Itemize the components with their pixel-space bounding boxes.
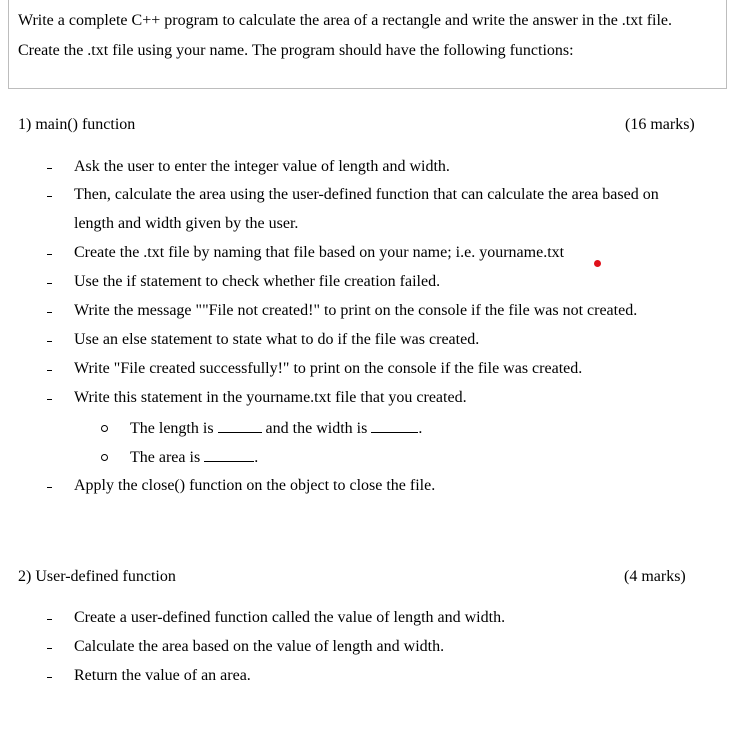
section2-bullet-3: Return the value of an area. — [74, 667, 251, 684]
bullet-dash — [47, 186, 53, 206]
sub-item-1-text-b: and the width is — [265, 420, 368, 437]
bullet-dash — [47, 389, 53, 409]
sub-bullet-circle — [101, 447, 109, 467]
sub-item-area — [130, 446, 258, 468]
section1-heading: 1) main() function — [18, 116, 136, 133]
sub-item-1-end: . — [418, 420, 423, 437]
bullet-dash — [47, 360, 53, 380]
section1-bullet-5: Write the message ""File not created!" to print on the console if the file was not created. — [74, 302, 638, 319]
bullet-dash — [47, 638, 53, 658]
bullet-dash — [47, 477, 53, 497]
bullet-dash — [47, 302, 53, 322]
bullet-dash — [47, 609, 53, 629]
section1-bullet-1: Ask the user to enter the integer value of length and width. — [74, 158, 450, 175]
section1-bullet-4: Use the if statement to check whether file creation failed. — [74, 273, 441, 290]
bullet-dash — [47, 331, 53, 351]
section1-marks: (16 marks) — [625, 116, 695, 133]
blank-line — [371, 417, 418, 433]
section2-bullet-1: Create a user-defined function called the value of length and width. — [74, 609, 506, 626]
intro-line-2: Create the .txt file using your name. The program should have the following functions: — [18, 42, 574, 59]
section1-bullet-7: Write "File created successfully!" to print on the console if the file was created. — [74, 360, 583, 377]
bullet-dash — [47, 273, 53, 293]
red-dot-marker — [594, 260, 601, 267]
section2-heading: 2) User-defined function — [18, 568, 176, 585]
section1-bullet-8: Write this statement in the yourname.txt file that you created. — [74, 389, 467, 406]
bullet-dash — [47, 158, 53, 178]
section2-marks: (4 marks) — [624, 568, 686, 585]
section1-bullet-2-line2: length and width given by the user. — [74, 215, 299, 232]
sub-item-1-text-a: The length is — [130, 420, 214, 437]
sub-bullet-circle — [101, 418, 109, 438]
blank-line — [204, 446, 254, 462]
bullet-dash — [47, 667, 53, 687]
section1-bullet-9: Apply the close() function on the object to close the file. — [74, 477, 436, 494]
section1-bullet-3: Create the .txt file by naming that file based on your name; i.e. yourname.txt — [74, 244, 565, 261]
sub-item-length-width — [130, 417, 422, 439]
section1-bullet-6: Use an else statement to state what to do if the file was created. — [74, 331, 480, 348]
section2-bullet-2: Calculate the area based on the value of length and width. — [74, 638, 445, 655]
sub-item-2-end: . — [254, 449, 259, 466]
intro-line-1: Write a complete C++ program to calculate the area of a rectangle and write the answer in the .txt file. — [18, 12, 673, 29]
bullet-dash — [47, 244, 53, 264]
blank-line — [218, 417, 262, 433]
sub-item-2-text-a: The area is — [130, 449, 201, 466]
section1-bullet-2-line1: Then, calculate the area using the user-defined function that can calculate the area based on — [74, 186, 659, 203]
